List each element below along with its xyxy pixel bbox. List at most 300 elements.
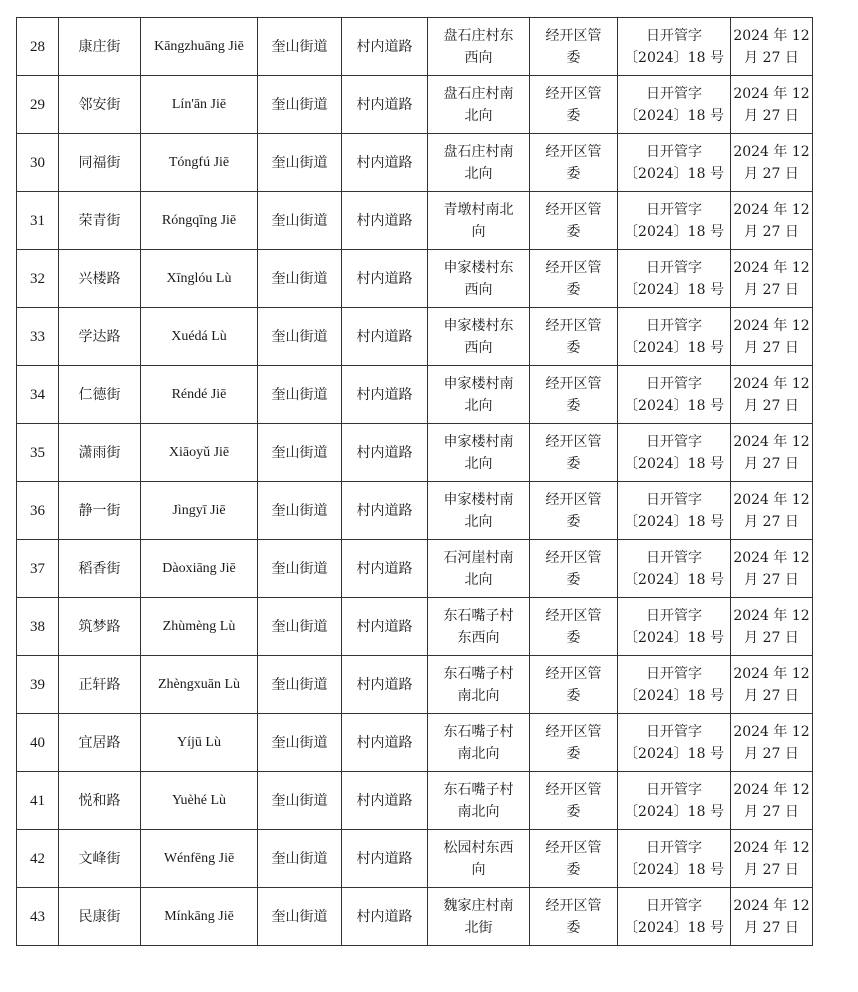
- location-direction-text: 东石嘴子村: [443, 723, 514, 740]
- approving-authority-cell: [530, 830, 618, 888]
- location-direction-cell: [428, 714, 530, 772]
- location-direction-text: 盘石庄村南: [443, 143, 514, 160]
- row-number-cell: [17, 540, 59, 598]
- document-number-cell: [618, 888, 731, 946]
- document-number-text: 日开管字: [646, 201, 702, 218]
- road-type-cell: [342, 482, 428, 540]
- row-number-cell: [17, 250, 59, 308]
- approval-date-text: 月 27 日: [744, 49, 799, 66]
- approval-date-text: 2024 年 12: [733, 85, 810, 102]
- row-number-cell: [17, 134, 59, 192]
- subdistrict-cell: [258, 18, 342, 76]
- document-number-text: 〔2024〕18 号: [624, 745, 724, 762]
- approval-date-text: 2024 年 12: [733, 143, 810, 160]
- road-name-cell: [59, 192, 141, 250]
- approving-authority-text: 经开区管: [545, 317, 602, 334]
- approval-date-text: 2024 年 12: [733, 27, 810, 44]
- approval-date-text: 月 27 日: [744, 745, 799, 762]
- subdistrict-text: 奎山街道: [271, 908, 328, 925]
- approving-authority-text: 委: [566, 339, 581, 356]
- row-number-text: 42: [30, 850, 45, 867]
- road-type-text: 村内道路: [356, 560, 413, 577]
- road-name-cell: [59, 366, 141, 424]
- approving-authority-text: 委: [566, 745, 581, 762]
- approving-authority-text: 经开区管: [545, 491, 602, 508]
- document-number-cell: [618, 656, 731, 714]
- approving-authority-text: 委: [566, 513, 581, 530]
- document-number-text: 〔2024〕18 号: [624, 687, 724, 704]
- approval-date-cell: [731, 308, 813, 366]
- approval-date-text: 2024 年 12: [733, 665, 810, 682]
- road-type-cell: [342, 540, 428, 598]
- pinyin-cell: [141, 714, 258, 772]
- pinyin-cell: [141, 598, 258, 656]
- road-type-text: 村内道路: [356, 96, 413, 113]
- approving-authority-cell: [530, 18, 618, 76]
- road-type-cell: [342, 598, 428, 656]
- document-number-text: 〔2024〕18 号: [624, 107, 724, 124]
- row-number-text: 31: [30, 212, 45, 229]
- pinyin-text: Zhèngxuān Lù: [157, 676, 241, 692]
- document-number-text: 日开管字: [646, 781, 702, 798]
- document-number-cell: [618, 830, 731, 888]
- approval-date-cell: [731, 424, 813, 482]
- approving-authority-text: 经开区管: [545, 723, 602, 740]
- location-direction-text: 北向: [464, 397, 493, 414]
- location-direction-text: 西向: [464, 339, 493, 356]
- subdistrict-text: 奎山街道: [271, 502, 328, 519]
- road-name-cell: [59, 888, 141, 946]
- location-direction-text: 北向: [464, 513, 493, 530]
- approving-authority-text: 委: [566, 571, 581, 588]
- row-number-text: 32: [30, 270, 45, 287]
- location-direction-cell: [428, 18, 530, 76]
- location-direction-text: 申家楼村东: [443, 259, 514, 276]
- road-type-text: 村内道路: [356, 618, 413, 635]
- subdistrict-text: 奎山街道: [271, 386, 328, 403]
- document-number-text: 日开管字: [646, 665, 702, 682]
- subdistrict-cell: [258, 482, 342, 540]
- document-number-cell: [618, 134, 731, 192]
- pinyin-text: Yíjū Lù: [177, 734, 221, 750]
- road-name-text: 正轩路: [78, 676, 121, 693]
- pinyin-text: Yuèhé Lù: [171, 792, 227, 808]
- subdistrict-text: 奎山街道: [271, 328, 328, 345]
- approving-authority-text: 委: [566, 223, 581, 240]
- road-name-text: 康庄街: [78, 38, 121, 55]
- approval-date-text: 月 27 日: [744, 629, 799, 646]
- table-row: [17, 830, 813, 888]
- row-number-cell: [17, 772, 59, 830]
- pinyin-text: Xiāoyǔ Jiē: [168, 444, 230, 460]
- row-number-text: 38: [30, 618, 45, 635]
- location-direction-cell: [428, 250, 530, 308]
- road-name-cell: [59, 772, 141, 830]
- subdistrict-text: 奎山街道: [271, 154, 328, 171]
- road-name-cell: [59, 540, 141, 598]
- row-number-text: 35: [30, 444, 45, 461]
- approving-authority-cell: [530, 134, 618, 192]
- location-direction-cell: [428, 482, 530, 540]
- location-direction-text: 南北向: [457, 745, 500, 762]
- approval-date-text: 月 27 日: [744, 223, 799, 240]
- document-number-text: 〔2024〕18 号: [624, 513, 724, 530]
- subdistrict-cell: [258, 888, 342, 946]
- approval-date-text: 月 27 日: [744, 455, 799, 472]
- approving-authority-text: 委: [566, 455, 581, 472]
- approving-authority-text: 委: [566, 919, 581, 936]
- location-direction-text: 东石嘴子村: [443, 607, 514, 624]
- approving-authority-cell: [530, 250, 618, 308]
- document-number-text: 〔2024〕18 号: [624, 165, 724, 182]
- pinyin-cell: [141, 192, 258, 250]
- approval-date-text: 2024 年 12: [733, 433, 810, 450]
- pinyin-cell: [141, 250, 258, 308]
- location-direction-cell: [428, 424, 530, 482]
- road-type-cell: [342, 192, 428, 250]
- approving-authority-text: 委: [566, 861, 581, 878]
- approval-date-text: 2024 年 12: [733, 549, 810, 566]
- approval-date-text: 2024 年 12: [733, 201, 810, 218]
- approving-authority-cell: [530, 76, 618, 134]
- road-name-cell: [59, 134, 141, 192]
- road-type-text: 村内道路: [356, 502, 413, 519]
- approving-authority-cell: [530, 888, 618, 946]
- location-direction-cell: [428, 540, 530, 598]
- approval-date-cell: [731, 366, 813, 424]
- row-number-cell: [17, 656, 59, 714]
- approving-authority-text: 经开区管: [545, 665, 602, 682]
- location-direction-text: 北向: [464, 165, 493, 182]
- subdistrict-cell: [258, 540, 342, 598]
- road-type-cell: [342, 134, 428, 192]
- pinyin-cell: [141, 308, 258, 366]
- road-type-cell: [342, 76, 428, 134]
- road-type-text: 村内道路: [356, 444, 413, 461]
- subdistrict-cell: [258, 830, 342, 888]
- location-direction-text: 西向: [464, 49, 493, 66]
- row-number-text: 36: [30, 502, 45, 519]
- road-name-cell: [59, 830, 141, 888]
- location-direction-cell: [428, 656, 530, 714]
- road-name-cell: [59, 18, 141, 76]
- approval-date-text: 月 27 日: [744, 861, 799, 878]
- location-direction-cell: [428, 772, 530, 830]
- road-type-cell: [342, 714, 428, 772]
- approval-date-cell: [731, 772, 813, 830]
- document-number-cell: [618, 308, 731, 366]
- row-number-cell: [17, 18, 59, 76]
- pinyin-cell: [141, 830, 258, 888]
- approving-authority-text: 经开区管: [545, 549, 602, 566]
- road-type-cell: [342, 308, 428, 366]
- subdistrict-text: 奎山街道: [271, 560, 328, 577]
- approval-date-text: 2024 年 12: [733, 317, 810, 334]
- approval-date-text: 2024 年 12: [733, 839, 810, 856]
- road-name-text: 兴楼路: [78, 270, 121, 287]
- approval-date-text: 2024 年 12: [733, 723, 810, 740]
- location-direction-cell: [428, 830, 530, 888]
- road-name-text: 静一街: [78, 502, 121, 519]
- road-type-text: 村内道路: [356, 270, 413, 287]
- approval-date-text: 月 27 日: [744, 107, 799, 124]
- row-number-cell: [17, 76, 59, 134]
- table-row: [17, 192, 813, 250]
- location-direction-text: 青墩村南北: [443, 201, 514, 218]
- approving-authority-cell: [530, 482, 618, 540]
- road-name-text: 文峰街: [78, 850, 121, 867]
- road-name-cell: [59, 250, 141, 308]
- road-name-cell: [59, 308, 141, 366]
- road-name-text: 潇雨街: [78, 444, 121, 461]
- subdistrict-text: 奎山街道: [271, 38, 328, 55]
- pinyin-text: Zhùmèng Lù: [162, 618, 236, 634]
- approving-authority-cell: [530, 366, 618, 424]
- approval-date-text: 月 27 日: [744, 397, 799, 414]
- pinyin-cell: [141, 76, 258, 134]
- subdistrict-cell: [258, 366, 342, 424]
- subdistrict-cell: [258, 308, 342, 366]
- pinyin-text: Wénfēng Jiē: [163, 850, 235, 866]
- approval-date-cell: [731, 598, 813, 656]
- location-direction-text: 向: [471, 223, 486, 240]
- pinyin-text: Lín'ān Jiē: [171, 96, 227, 112]
- approving-authority-cell: [530, 308, 618, 366]
- subdistrict-cell: [258, 134, 342, 192]
- document-number-text: 〔2024〕18 号: [624, 397, 724, 414]
- road-type-text: 村内道路: [356, 38, 413, 55]
- approving-authority-cell: [530, 540, 618, 598]
- approving-authority-cell: [530, 656, 618, 714]
- approval-date-cell: [731, 482, 813, 540]
- road-type-text: 村内道路: [356, 676, 413, 693]
- road-type-text: 村内道路: [356, 154, 413, 171]
- approval-date-cell: [731, 250, 813, 308]
- approving-authority-text: 经开区管: [545, 375, 602, 392]
- document-number-cell: [618, 250, 731, 308]
- location-direction-text: 申家楼村南: [443, 491, 514, 508]
- approval-date-text: 2024 年 12: [733, 375, 810, 392]
- road-type-cell: [342, 656, 428, 714]
- approval-date-text: 月 27 日: [744, 165, 799, 182]
- approval-date-text: 月 27 日: [744, 919, 799, 936]
- subdistrict-cell: [258, 424, 342, 482]
- location-direction-text: 申家楼村南: [443, 375, 514, 392]
- table-row: [17, 76, 813, 134]
- document-number-cell: [618, 366, 731, 424]
- location-direction-cell: [428, 598, 530, 656]
- subdistrict-text: 奎山街道: [271, 618, 328, 635]
- row-number-text: 28: [30, 38, 45, 55]
- road-name-cell: [59, 482, 141, 540]
- pinyin-cell: [141, 540, 258, 598]
- location-direction-text: 向: [471, 861, 486, 878]
- road-type-cell: [342, 888, 428, 946]
- location-direction-text: 北向: [464, 455, 493, 472]
- table-row: [17, 656, 813, 714]
- row-number-cell: [17, 424, 59, 482]
- approving-authority-text: 委: [566, 803, 581, 820]
- row-number-cell: [17, 714, 59, 772]
- document-number-cell: [618, 598, 731, 656]
- subdistrict-cell: [258, 598, 342, 656]
- row-number-cell: [17, 888, 59, 946]
- pinyin-cell: [141, 366, 258, 424]
- table-row: [17, 598, 813, 656]
- row-number-cell: [17, 598, 59, 656]
- location-direction-text: 申家楼村南: [443, 433, 514, 450]
- document-number-text: 〔2024〕18 号: [624, 571, 724, 588]
- approving-authority-text: 经开区管: [545, 607, 602, 624]
- row-number-text: 43: [30, 908, 45, 925]
- pinyin-cell: [141, 656, 258, 714]
- pinyin-text: Xīnglóu Lù: [166, 270, 232, 286]
- table-row: [17, 250, 813, 308]
- road-type-text: 村内道路: [356, 792, 413, 809]
- pinyin-text: Réndé Jiē: [171, 386, 227, 402]
- document-number-text: 〔2024〕18 号: [624, 223, 724, 240]
- row-number-cell: [17, 308, 59, 366]
- road-type-text: 村内道路: [356, 850, 413, 867]
- road-name-cell: [59, 424, 141, 482]
- subdistrict-cell: [258, 192, 342, 250]
- document-number-text: 日开管字: [646, 723, 702, 740]
- document-number-text: 日开管字: [646, 27, 702, 44]
- location-direction-cell: [428, 366, 530, 424]
- approval-date-text: 2024 年 12: [733, 897, 810, 914]
- approving-authority-text: 经开区管: [545, 839, 602, 856]
- table-row: [17, 714, 813, 772]
- document-number-cell: [618, 18, 731, 76]
- approval-date-text: 月 27 日: [744, 571, 799, 588]
- location-direction-text: 西向: [464, 281, 493, 298]
- road-name-cell: [59, 76, 141, 134]
- approving-authority-text: 委: [566, 49, 581, 66]
- subdistrict-text: 奎山街道: [271, 734, 328, 751]
- approval-date-cell: [731, 540, 813, 598]
- approval-date-cell: [731, 888, 813, 946]
- road-name-cell: [59, 656, 141, 714]
- road-type-text: 村内道路: [356, 212, 413, 229]
- approval-date-text: 2024 年 12: [733, 607, 810, 624]
- row-number-text: 30: [30, 154, 45, 171]
- table-row: [17, 134, 813, 192]
- document-number-text: 〔2024〕18 号: [624, 339, 724, 356]
- row-number-cell: [17, 366, 59, 424]
- approval-date-text: 2024 年 12: [733, 259, 810, 276]
- location-direction-text: 北向: [464, 107, 493, 124]
- road-name-text: 民康街: [78, 908, 121, 925]
- location-direction-text: 松园村东西: [443, 839, 514, 856]
- approval-date-text: 2024 年 12: [733, 491, 810, 508]
- document-number-cell: [618, 540, 731, 598]
- road-name-text: 宜居路: [78, 734, 121, 751]
- approval-date-cell: [731, 192, 813, 250]
- table-row: [17, 308, 813, 366]
- road-type-text: 村内道路: [356, 328, 413, 345]
- approving-authority-text: 委: [566, 397, 581, 414]
- subdistrict-text: 奎山街道: [271, 676, 328, 693]
- approval-date-text: 月 27 日: [744, 339, 799, 356]
- pinyin-cell: [141, 424, 258, 482]
- road-name-text: 荣青街: [78, 212, 121, 229]
- location-direction-text: 南北向: [457, 687, 500, 704]
- row-number-text: 40: [30, 734, 45, 751]
- subdistrict-text: 奎山街道: [271, 792, 328, 809]
- row-number-cell: [17, 192, 59, 250]
- document-number-cell: [618, 76, 731, 134]
- pinyin-text: Dàoxiāng Jiē: [162, 560, 236, 576]
- approving-authority-cell: [530, 192, 618, 250]
- document-number-text: 〔2024〕18 号: [624, 455, 724, 472]
- location-direction-text: 盘石庄村东: [443, 27, 514, 44]
- approval-date-cell: [731, 656, 813, 714]
- road-name-text: 邻安街: [78, 96, 121, 113]
- approving-authority-cell: [530, 772, 618, 830]
- road-name-cell: [59, 714, 141, 772]
- road-name-cell: [59, 598, 141, 656]
- row-number-text: 34: [30, 386, 45, 403]
- document-number-text: 〔2024〕18 号: [624, 49, 724, 66]
- document-number-text: 日开管字: [646, 549, 702, 566]
- location-direction-text: 东石嘴子村: [443, 665, 514, 682]
- location-direction-cell: [428, 888, 530, 946]
- approving-authority-text: 经开区管: [545, 433, 602, 450]
- approval-date-cell: [731, 714, 813, 772]
- table-body: [17, 18, 813, 946]
- document-number-text: 日开管字: [646, 85, 702, 102]
- road-name-text: 学达路: [78, 328, 121, 345]
- document-number-text: 〔2024〕18 号: [624, 803, 724, 820]
- road-naming-table: [16, 17, 813, 946]
- document-number-text: 日开管字: [646, 433, 702, 450]
- pinyin-text: Xuédá Lù: [171, 328, 227, 344]
- document-number-cell: [618, 714, 731, 772]
- row-number-text: 33: [30, 328, 45, 345]
- approving-authority-text: 委: [566, 165, 581, 182]
- location-direction-text: 申家楼村东: [443, 317, 514, 334]
- road-type-cell: [342, 772, 428, 830]
- document-number-text: 日开管字: [646, 317, 702, 334]
- document-number-text: 〔2024〕18 号: [624, 861, 724, 878]
- subdistrict-text: 奎山街道: [271, 270, 328, 287]
- document-number-text: 日开管字: [646, 839, 702, 856]
- row-number-cell: [17, 482, 59, 540]
- approving-authority-text: 经开区管: [545, 781, 602, 798]
- location-direction-cell: [428, 76, 530, 134]
- location-direction-text: 魏家庄村南: [443, 897, 514, 914]
- location-direction-text: 盘石庄村南: [443, 85, 514, 102]
- pinyin-text: Róngqīng Jiē: [161, 212, 237, 228]
- document-number-cell: [618, 192, 731, 250]
- road-type-text: 村内道路: [356, 734, 413, 751]
- road-type-cell: [342, 250, 428, 308]
- approving-authority-cell: [530, 714, 618, 772]
- pinyin-text: Kāngzhuāng Jiē: [154, 38, 244, 54]
- document-number-text: 日开管字: [646, 259, 702, 276]
- pinyin-cell: [141, 772, 258, 830]
- road-name-text: 同福街: [78, 154, 121, 171]
- pinyin-text: Jìngyī Jiē: [172, 502, 226, 518]
- location-direction-text: 南北向: [457, 803, 500, 820]
- location-direction-cell: [428, 192, 530, 250]
- subdistrict-cell: [258, 714, 342, 772]
- approving-authority-cell: [530, 424, 618, 482]
- approval-date-text: 月 27 日: [744, 281, 799, 298]
- approval-date-text: 月 27 日: [744, 803, 799, 820]
- table-row: [17, 772, 813, 830]
- row-number-text: 41: [30, 792, 45, 809]
